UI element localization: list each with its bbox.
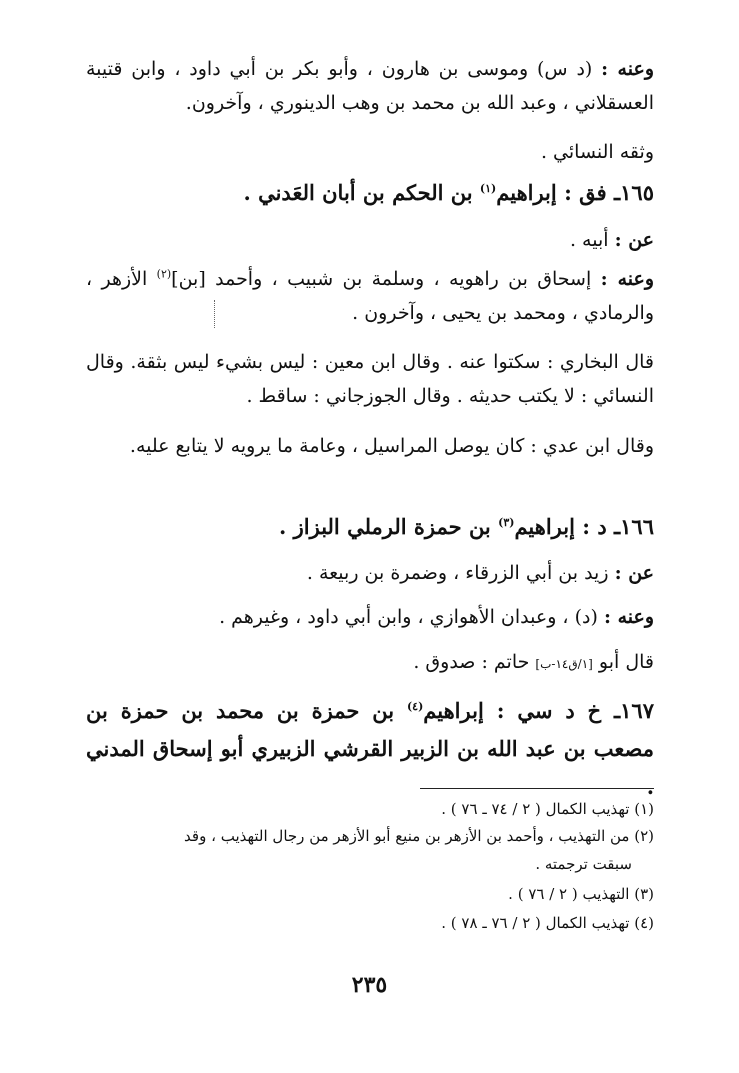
entry-166-students — [86, 600, 654, 634]
paragraph-text: أبيه . — [569, 229, 615, 251]
entry-name: إبراهيم — [496, 180, 565, 205]
margin-mark — [214, 300, 215, 328]
paragraph-text-cont: الأزهر ، والرمادي ، ومحمد بن يحيى ، وآخرون . — [86, 268, 654, 324]
footnote-separator — [420, 788, 654, 789]
entry-165-students — [86, 262, 654, 330]
entry-165-heading — [86, 176, 654, 210]
entry-165-critique-2: وقال ابن عدي : كان يوصل المراسيل ، وعامة ما يرويه لا يتابع عليه. — [129, 435, 654, 457]
quote-after: حاتم : صدوق . — [413, 651, 536, 673]
entry-name-rest: بن الحكم بن أبان العَدني . — [243, 180, 480, 205]
footnote-4: (٤) تهذيب الكمال ( ٢ / ٧٦ ـ ٧٨ ) . — [441, 914, 654, 932]
paragraph-lead: وعنه : — [603, 606, 654, 628]
entry-165-critique-1: قال البخاري : سكتوا عنه . وقال ابن معين : ليس بشيء ليس بثقة. وقال النسائي : لا يكتب حديثه . وقال الجوزجاني : ساقط . — [86, 351, 654, 407]
footnote-3: (٣) التهذيب ( ٢ / ٧٦ ) . — [508, 885, 654, 903]
entry-name-rest: بن حمزة بن محمد بن حمزة بن مصعب بن عبد الله بن الزبير القرشي الزبيري أبو إسحاق المدني . — [86, 698, 654, 799]
footnote-2-continuation: سبقت ترجمته . — [535, 855, 632, 873]
entry-name-rest: بن حمزة الرملي البزاز . — [279, 514, 499, 539]
footnote-marker: (٣) — [498, 516, 515, 529]
quote-before: قال أبو — [592, 651, 654, 673]
paragraph-text: (د س) وموسى بن هارون ، وأبو بكر بن أبي داود ، وابن قتيبة العسقلاني ، وعبد الله بن محمد بن وهب الدينوري ، وآخرون. — [86, 58, 654, 114]
entry-166-grading — [86, 645, 654, 681]
page-number: ٢٣٥ — [351, 972, 388, 998]
footnote-marker: (٢) — [156, 267, 172, 281]
paragraph-text: إسحاق بن راهويه ، وسلمة بن شبيب ، وأحمد [بن] — [171, 268, 601, 290]
entry-166-teachers — [86, 556, 654, 590]
footnote-marker: (١) — [479, 182, 497, 195]
paragraph-lead: عن : — [614, 229, 654, 251]
footnote-1: (١) تهذيب الكمال ( ٢ / ٧٤ ـ ٧٦ ) . — [441, 800, 654, 818]
paragraph-text: زيد بن أبي الزرقاء ، وضمرة بن ربيعة . — [306, 562, 615, 584]
paragraph-lead: عن : — [614, 562, 654, 584]
paragraph-text: (د) ، وعبدان الأهوازي ، وابن أبي داود ، وغيرهم . — [219, 606, 604, 628]
entry-name: إبراهيم — [423, 698, 497, 723]
footnote-2: (٢) من التهذيب ، وأحمد بن الأزهر بن منيع أبو الأزهر من رجال التهذيب ، وقد — [184, 827, 654, 845]
entry-number: ١٦٥ـ فق : — [564, 180, 654, 205]
entry-166-heading — [86, 510, 654, 544]
narrators-from-paragraph — [86, 52, 654, 120]
entry-number: ١٦٦ـ د : — [582, 514, 654, 539]
paragraph-lead: وعنه : — [600, 268, 655, 290]
entry-name: إبراهيم — [514, 514, 583, 539]
manuscript-folio-mark: [١/ق١٤-ب] — [535, 657, 593, 671]
entry-165-teachers — [86, 223, 654, 257]
paragraph-lead: وعنه : — [601, 58, 654, 80]
footnote-marker: (٤) — [406, 700, 424, 713]
entry-number: ١٦٧ـ خ د سي : — [496, 698, 654, 723]
grading-line: وثقه النسائي . — [540, 141, 654, 163]
